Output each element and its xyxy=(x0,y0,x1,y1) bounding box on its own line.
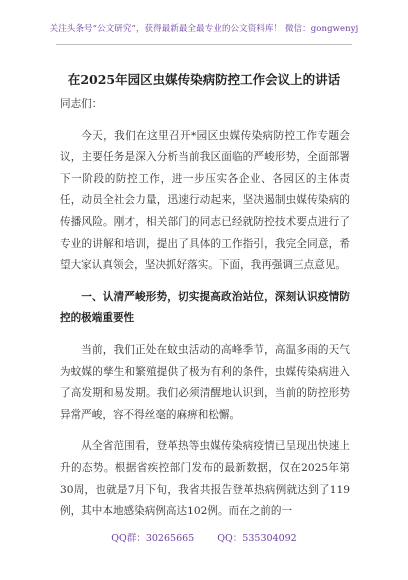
header-divider xyxy=(56,44,352,45)
qq-number: QQ：535304092 xyxy=(217,533,297,544)
section-paragraph: 当前，我们正处在蚊虫活动的高峰季节，高温多雨的天气为蚊媒的孳生和繁殖提供了极为有利的条件，虫媒传染病进入了高发期和易发期。我们必须清醒地认识到，当前的防控形势异常严峻，容不得丝毫的麻痹和松懈。 xyxy=(60,343,350,421)
contact-footer xyxy=(0,530,408,544)
intro-paragraph: 今天，我们在这里召开*园区虫媒传染病防控工作专题会议，主要任务是深入分析当前我区面临的严峻形势，全面部署下一阶段的防控工作，进一步压实各企业、各园区的主体责任，动员全社会力量，迅速行动起来，坚决遏制虫媒传染病的传播风险。刚才，相关部门的同志已经就防控技术要点进行了专业的讲解和培训，提出了具体的工作指引，我完全同意，希望大家认真领会，坚决抓好落实。下面，我再强调三点意见。 xyxy=(60,129,350,272)
section-heading: 一、认清严峻形势，切实提高政治站位，深刻认识疫情防控的极端重要性 xyxy=(60,290,350,325)
promo-header: 关注头条号“公文研究”，获得最新最全最专业的公文资料库！ 微信：gongwenyj xyxy=(49,24,359,34)
document-title: 在2025年园区虫媒传染病防控工作会议上的讲话 xyxy=(67,72,341,87)
section-paragraph: 从全省范围看，登革热等虫媒传染病疫情已呈现出快速上升的态势。根据省疾控部门发布的最新数据，仅在2025年第30周，也就是7月下旬，我省共报告登革热病例就达到了119例，其中本地感染病例高达102例。而在之前的一 xyxy=(60,440,350,518)
qq-group: QQ群：30265665 xyxy=(111,533,195,544)
document-body xyxy=(60,94,350,533)
salutation: 同志们： xyxy=(60,98,103,110)
